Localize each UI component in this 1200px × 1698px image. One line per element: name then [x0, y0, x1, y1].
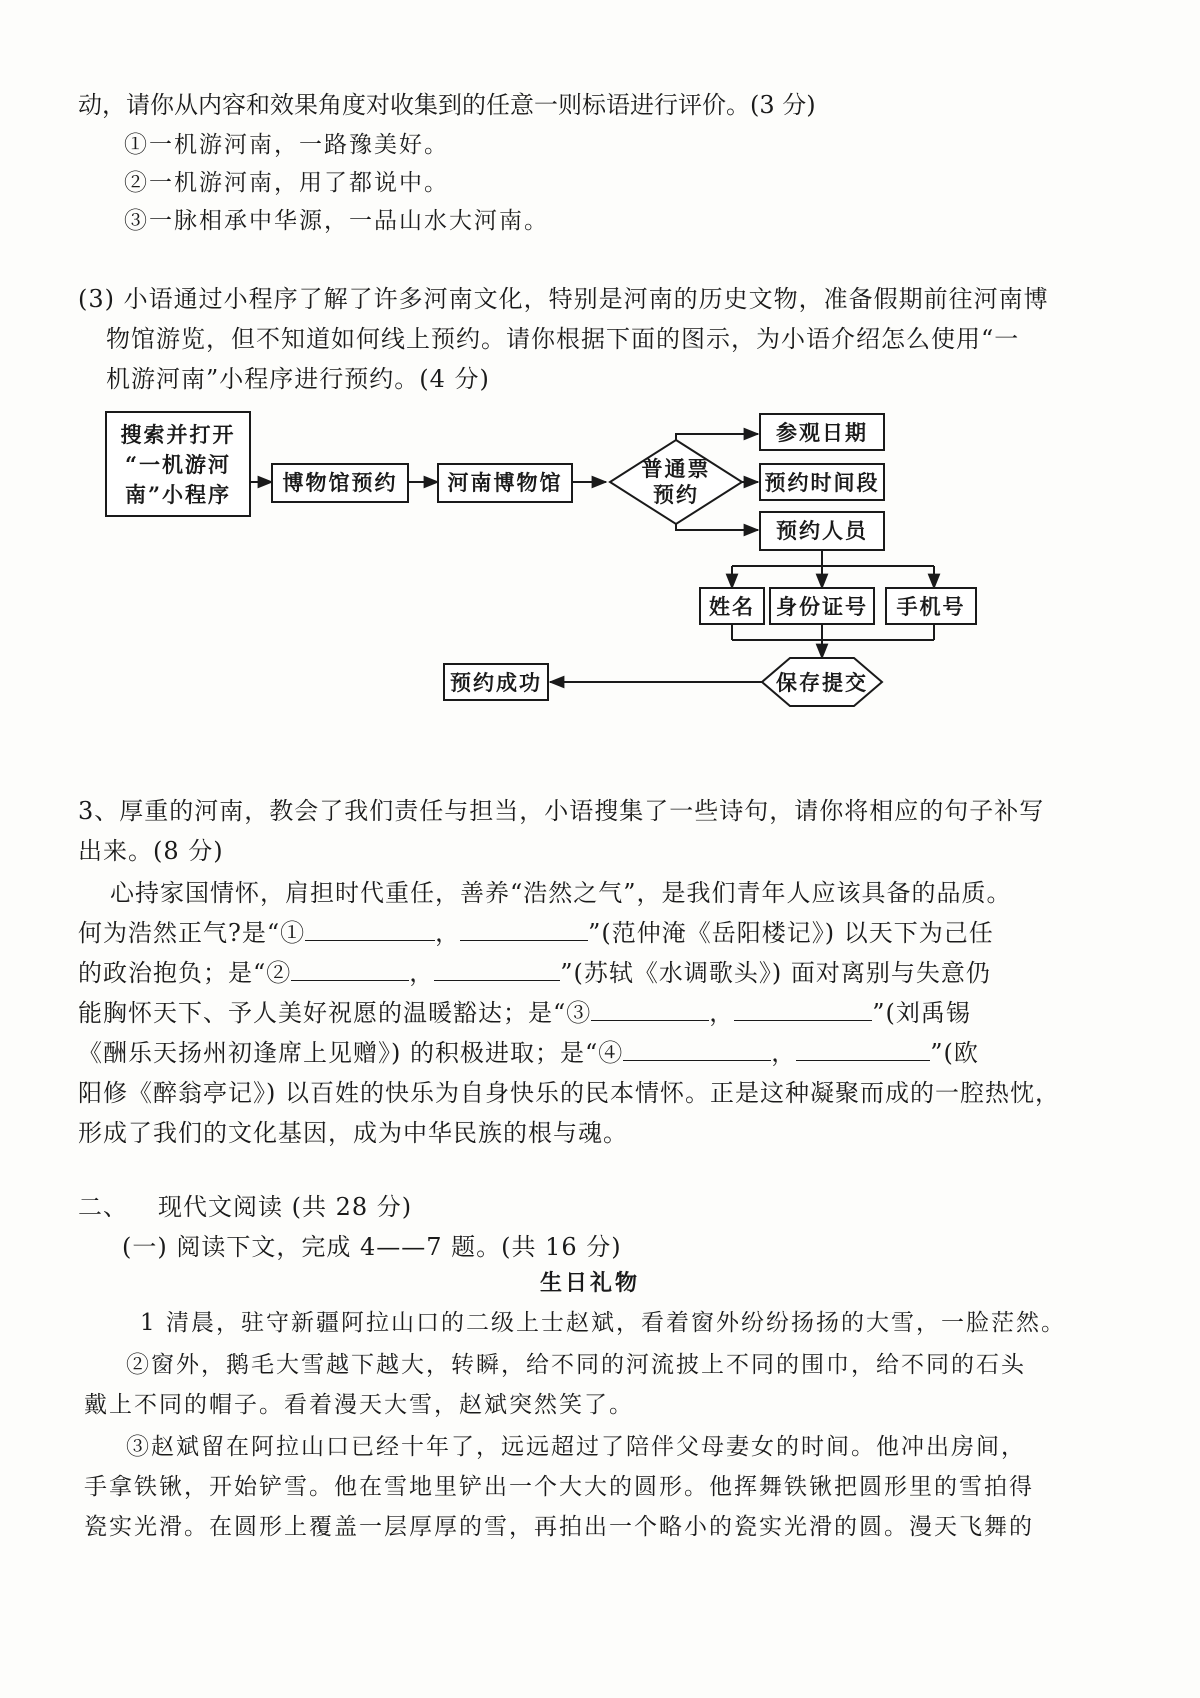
blank-2a[interactable]: [291, 958, 409, 981]
henan-museum-label: 河南博物馆: [447, 470, 563, 495]
blank-1b[interactable]: [460, 918, 588, 941]
start-line-2: “一机游河: [124, 452, 232, 477]
q3-line-2: [78, 958, 991, 988]
success-label: 预约成功: [450, 670, 542, 695]
blank-4b[interactable]: [796, 1038, 930, 1061]
q3-line-4-a: 《酬乐天扬州初逢席上见赠》) 的积极进取；是“④: [78, 1039, 624, 1067]
q3-line-3: [78, 998, 971, 1028]
q3-intro: 心持家国情怀，肩担时代重任，善养“浩然之气”，是我们青年人应该具备的品质。: [110, 879, 1012, 907]
story-line-4: ③赵斌留在阿拉山口已经十年了，远远超过了陪伴父母妻女的时间。他冲出房间，: [126, 1434, 1026, 1460]
start-line-1: 搜索并打开: [120, 422, 236, 447]
section-2-heading: 现代文阅读 (共 28 分): [158, 1193, 413, 1221]
q3-line-3-a: 能胸怀天下、予人美好祝愿的温暖豁达；是“③: [78, 999, 592, 1027]
q3-header-line-1: 3、厚重的河南，教会了我们责任与担当，小语搜集了一些诗句，请你将相应的句子补写: [78, 797, 1045, 825]
arrow-to-visitor: [676, 524, 758, 530]
question-3-line-3: 机游河南”小程序进行预约。(4 分): [106, 365, 490, 393]
question-3-line-2: 物馆游览，但不知道如何线上预约。请你根据下面的图示，为小语介绍怎么使用“一: [106, 325, 1020, 353]
q3-line-5: 阳修《醉翁亭记》) 以百姓的快乐为自身快乐的民本情怀。正是这种凝聚而成的一腔热忱，: [78, 1079, 1060, 1107]
q3-line-1-c: ”(范仲淹《岳阳楼记》) 以天下为己任: [588, 919, 994, 947]
arrow-to-visit-date: [676, 434, 758, 440]
question-3-line-1: (3) 小语通过小程序了解了许多河南文化，特别是河南的历史文物，准备假期前往河南博: [78, 285, 1049, 313]
phone-label: 手机号: [896, 594, 966, 619]
q3-line-6: 形成了我们的文化基因，成为中华民族的根与魂。: [78, 1119, 628, 1147]
booking-flowchart: [100, 410, 1070, 770]
slogan-3: ③一脉相承中华源，一品山水大河南。: [124, 208, 549, 234]
story-line-1: 1 清晨，驻守新疆阿拉山口的二级上士赵斌，看着窗外纷纷扬扬的大雪，一脸茫然。: [140, 1310, 1066, 1336]
section-2-number: 二、: [78, 1193, 128, 1221]
id-number-label: 身份证号: [776, 594, 868, 619]
visitor-label: 预约人员: [776, 518, 868, 543]
story-title: 生日礼物: [540, 1270, 641, 1296]
story-line-2: ②窗外，鹅毛大雪越下越大，转瞬，给不同的河流披上不同的围巾，给不同的石头: [126, 1352, 1026, 1378]
slogan-2: ②一机游河南，用了都说中。: [124, 170, 449, 196]
q3-line-4-b: ，: [771, 1039, 797, 1067]
question-2-fragment: 动，请你从内容和效果角度对收集到的任意一则标语进行评价。(3 分): [78, 91, 816, 119]
q3-line-2-b: ，: [409, 959, 435, 987]
blank-3b[interactable]: [734, 998, 872, 1021]
save-submit-label: 保存提交: [776, 670, 868, 695]
section-2-sub: (一) 阅读下文，完成 4——7 题。(共 16 分): [122, 1233, 622, 1261]
q3-line-1: [78, 918, 994, 948]
blank-2b[interactable]: [434, 958, 560, 981]
q3-line-3-c: ”(刘禹锡: [872, 999, 971, 1027]
start-line-3: 南”小程序: [124, 482, 232, 507]
q3-header-line-2: 出来。(8 分): [78, 837, 224, 865]
ticket-line-1: 普通票: [641, 456, 711, 481]
visit-date-label: 参观日期: [776, 420, 868, 445]
museum-booking-label: 博物馆预约: [282, 470, 398, 495]
ticket-line-2: 预约: [653, 482, 699, 507]
q3-line-4: [78, 1038, 979, 1068]
q3-line-1-b: ，: [435, 919, 461, 947]
blank-4a[interactable]: [623, 1038, 771, 1061]
slogan-1: ①一机游河南，一路豫美好。: [124, 132, 449, 158]
q3-line-2-c: ”(苏轼《水调歌头》) 面对离别与失意仍: [560, 959, 991, 987]
blank-1a[interactable]: [305, 918, 435, 941]
story-line-5: 手拿铁锹，开始铲雪。他在雪地里铲出一个大大的圆形。他挥舞铁锹把圆形里的雪拍得: [84, 1474, 1034, 1500]
time-slot-label: 预约时间段: [764, 470, 880, 495]
q3-line-2-a: 的政治抱负；是“②: [78, 959, 292, 987]
story-line-3: 戴上不同的帽子。看着漫天大雪，赵斌突然笑了。: [84, 1392, 634, 1418]
blank-3a[interactable]: [591, 998, 709, 1021]
q3-line-3-b: ，: [709, 999, 735, 1027]
story-line-6: 瓷实光滑。在圆形上覆盖一层厚厚的雪，再拍出一个略小的瓷实光滑的圆。漫天飞舞的: [84, 1514, 1034, 1540]
q3-line-4-c: ”(欧: [930, 1039, 979, 1067]
name-label: 姓名: [709, 594, 755, 619]
q3-line-1-a: 何为浩然正气?是“①: [78, 919, 306, 947]
